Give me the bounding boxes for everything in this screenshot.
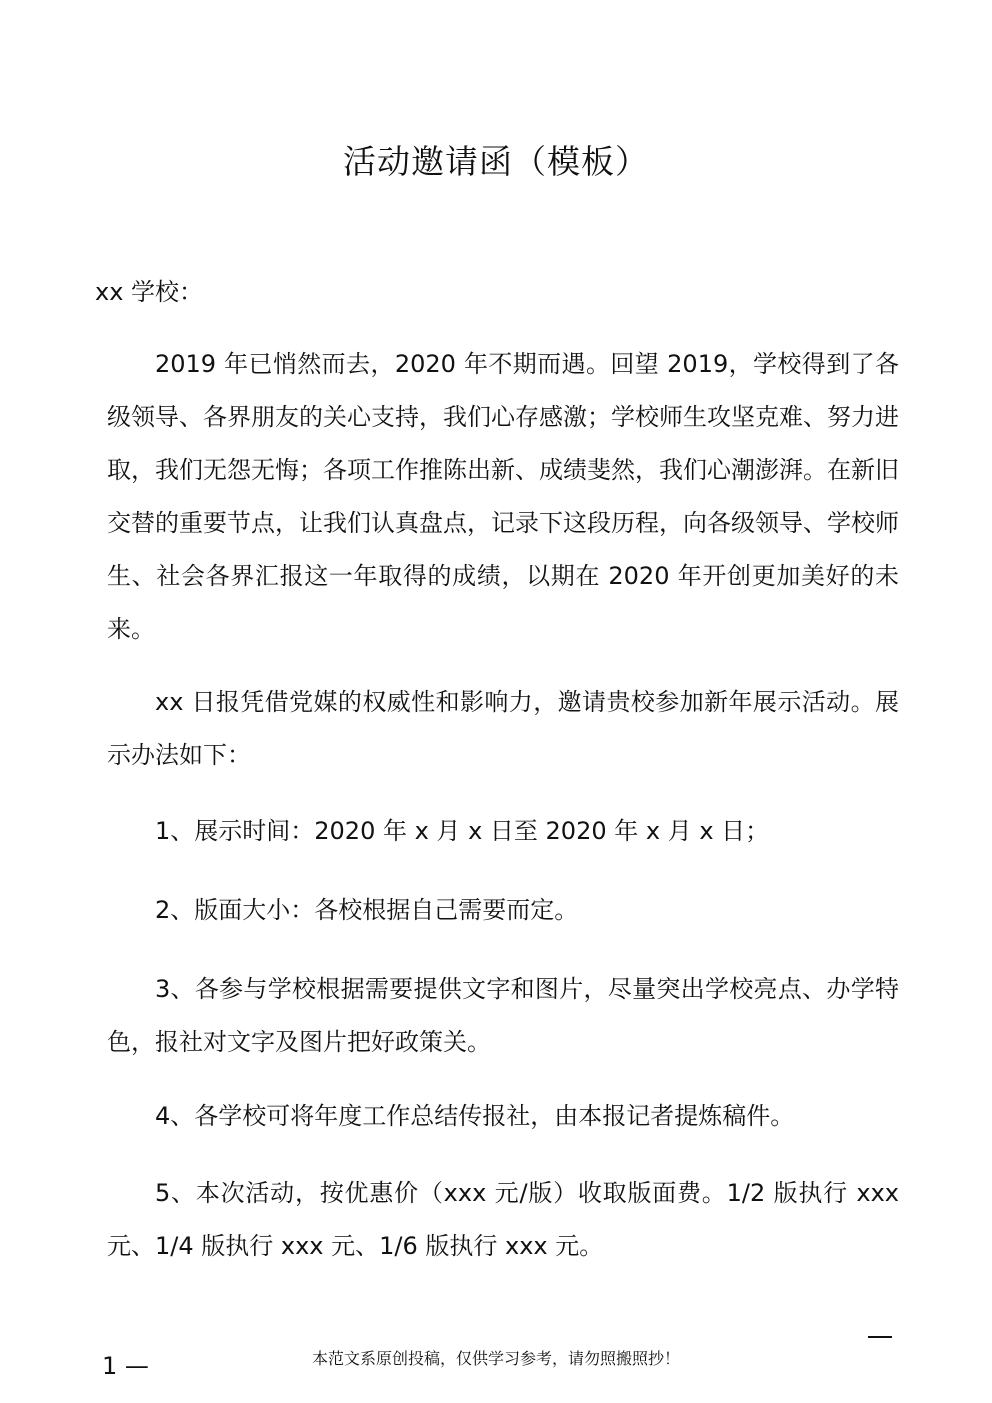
footer-note: 本范文系原创投稿，仅供学习参考，请勿照搬照抄！ xyxy=(311,1349,680,1368)
footer-divider xyxy=(868,1336,892,1338)
page-number: 1 — xyxy=(102,1352,149,1380)
list-item-fees: 5、本次活动，按优惠价（xxx 元/版）收取版面费。1/2 版执行 xxx 元、1/4 版执行 xxx 元、1/6 版执行 xxx 元。 xyxy=(107,1179,899,1260)
list-item-materials: 3、各参与学校根据需要提供文字和图片，尽量突出学校亮点、办学特色，报社对文字及图片把好政策关。 xyxy=(107,975,899,1056)
paragraph-invitation: xx 日报凭借党媒的权威性和影响力，邀请贵校参加新年展示活动。展示办法如下： xyxy=(107,688,899,769)
paragraph-intro: 2019 年已悄然而去，2020 年不期而遇。回望 2019，学校得到了各级领导、各界朋友的关心支持，我们心存感激；学校师生攻坚克难、努力进取，我们无怨无悔；各项工作推陈出新、成绩斐然，我们心潮澎湃。在新旧交替的重要节点，让我们认真盘点，记录下这段历程，向各级领导、学校师生、社会各界汇报这一年取得的成绩，以期在 2020 年开创更加美好的未来。 xyxy=(107,350,899,643)
list-item-summary: 4、各学校可将年度工作总结传报社，由本报记者提炼稿件。 xyxy=(155,1102,795,1130)
salutation: xx 学校： xyxy=(95,278,204,306)
document-title: 活动邀请函（模板） xyxy=(343,142,649,181)
list-item-time: 1、展示时间：2020 年 x 月 x 日至 2020 年 x 月 x 日； xyxy=(155,817,770,845)
list-item-size: 2、版面大小：各校根据自己需要而定。 xyxy=(155,896,579,924)
